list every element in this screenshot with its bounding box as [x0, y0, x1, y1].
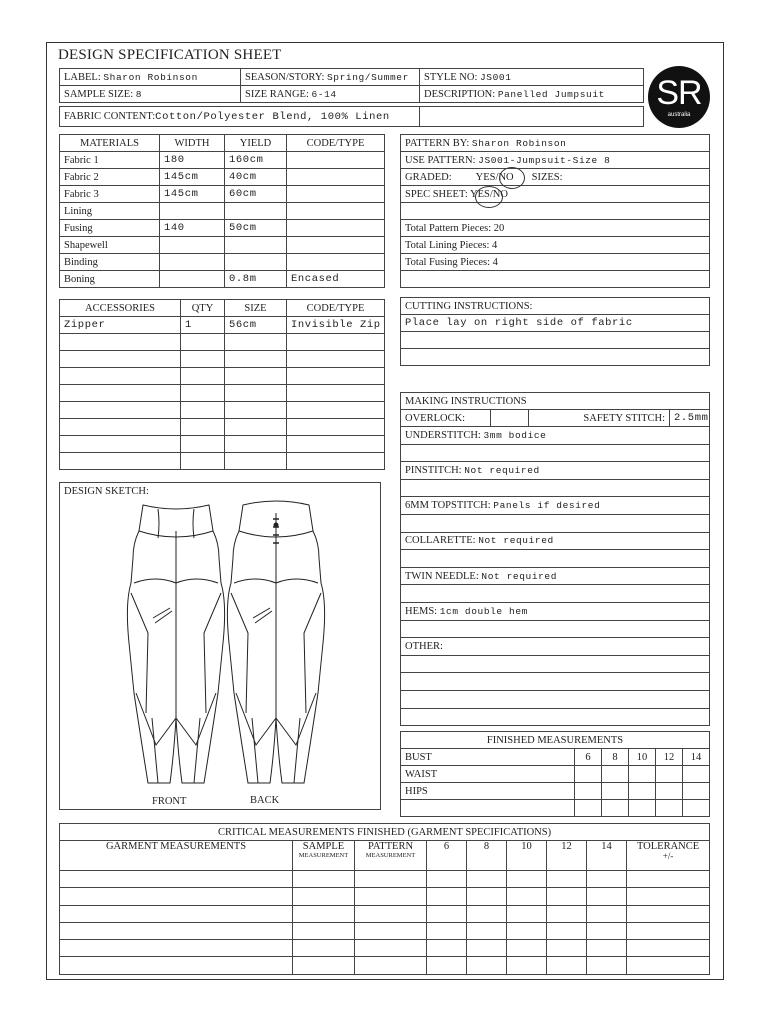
making-row: [401, 550, 710, 568]
critical-cell[interactable]: [293, 957, 355, 974]
header-table: [59, 68, 644, 103]
critical-cell[interactable]: [427, 940, 467, 957]
cutting-text[interactable]: Place lay on right side of fabric: [401, 315, 710, 332]
total-fusing-pieces[interactable]: Total Fusing Pieces: 4: [401, 254, 710, 271]
material-name[interactable]: Binding: [60, 254, 160, 271]
accessory-qty[interactable]: [181, 453, 225, 470]
critical-cell[interactable]: [60, 922, 293, 939]
acc-code-type-header: CODE/TYPE: [287, 300, 385, 317]
making-instruction-field[interactable]: [401, 620, 710, 638]
critical-cell[interactable]: [467, 940, 507, 957]
material-width[interactable]: [160, 237, 225, 254]
sample-size-field[interactable]: SAMPLE SIZE: 8: [60, 86, 241, 103]
finished-cell[interactable]: [575, 783, 602, 800]
width-header: WIDTH: [160, 135, 225, 152]
total-lining-pieces[interactable]: Total Lining Pieces: 4: [401, 237, 710, 254]
critical-cell[interactable]: [60, 957, 293, 974]
critical-cell[interactable]: [60, 888, 293, 905]
accessory-name[interactable]: [60, 402, 181, 419]
critical-cell[interactable]: [587, 940, 627, 957]
material-name[interactable]: Fabric 1: [60, 152, 160, 169]
graded-no-option[interactable]: NO: [498, 171, 514, 183]
critical-row: [60, 905, 710, 922]
accessories-header: ACCESSORIES: [60, 300, 181, 317]
accessory-name[interactable]: [60, 385, 181, 402]
critical-measurements-table: [59, 823, 710, 975]
graded-field[interactable]: GRADED: YES/NO SIZES:: [401, 169, 710, 186]
safety-stitch-label: SAFETY STITCH:: [529, 410, 670, 427]
critical-cell[interactable]: [547, 871, 587, 888]
zipper-pull-icon: [274, 523, 279, 528]
materials-row: [60, 186, 385, 203]
making-row: [401, 602, 710, 620]
accessory-code[interactable]: [287, 351, 385, 368]
making-instruction-label: COLLARETTE:: [405, 535, 479, 547]
accessory-name[interactable]: [60, 334, 181, 351]
critical-cell[interactable]: [427, 905, 467, 922]
accessory-qty[interactable]: [181, 351, 225, 368]
material-code[interactable]: Encased: [287, 271, 385, 288]
critical-cell[interactable]: [355, 888, 427, 905]
material-name[interactable]: Boning: [60, 271, 160, 288]
front-label: FRONT: [152, 796, 187, 807]
critical-cell[interactable]: [293, 888, 355, 905]
use-pattern-field[interactable]: USE PATTERN: JS001-Jumpsuit-Size 8: [401, 152, 710, 169]
spec-sheet-field[interactable]: SPEC SHEET: YES/NO: [401, 186, 710, 203]
making-row: [401, 638, 710, 656]
accessory-code[interactable]: [287, 402, 385, 419]
accessory-size[interactable]: [225, 419, 287, 436]
critical-cell[interactable]: [355, 905, 427, 922]
critical-cell[interactable]: [467, 871, 507, 888]
material-name[interactable]: Shapewell: [60, 237, 160, 254]
back-label: BACK: [250, 795, 280, 806]
accessory-row: [60, 334, 385, 351]
critical-cell[interactable]: [293, 871, 355, 888]
accessory-size[interactable]: [225, 368, 287, 385]
accessory-qty[interactable]: [181, 402, 225, 419]
accessory-qty[interactable]: 1: [181, 317, 225, 334]
critical-cell[interactable]: [427, 957, 467, 974]
critical-cell[interactable]: [467, 922, 507, 939]
yield-header: YIELD: [225, 135, 287, 152]
accessory-code[interactable]: [287, 419, 385, 436]
material-yield[interactable]: [225, 237, 287, 254]
accessory-size[interactable]: [225, 385, 287, 402]
accessory-row: [60, 402, 385, 419]
making-row: [401, 708, 710, 726]
critical-cell[interactable]: [60, 871, 293, 888]
critical-cell[interactable]: [467, 905, 507, 922]
season-field[interactable]: SEASON/STORY: Spring/Summer: [241, 69, 420, 86]
accessory-row: [60, 385, 385, 402]
materials-row: [60, 220, 385, 237]
material-width[interactable]: 145cm: [160, 186, 225, 203]
safety-stitch-value[interactable]: 2.5mm: [670, 410, 710, 427]
making-instruction-field[interactable]: [401, 514, 710, 532]
material-name[interactable]: Fabric 3: [60, 186, 160, 203]
making-instruction-field[interactable]: [401, 708, 710, 726]
finished-cell[interactable]: [602, 783, 629, 800]
making-row: [401, 673, 710, 691]
making-instruction-value: Not required: [464, 464, 540, 476]
critical-cell[interactable]: [293, 940, 355, 957]
materials-table: [59, 134, 385, 288]
material-yield[interactable]: 60cm: [225, 186, 287, 203]
making-row: [401, 655, 710, 673]
making-row: [401, 532, 710, 550]
critical-cell[interactable]: [547, 888, 587, 905]
critical-cell[interactable]: [427, 871, 467, 888]
critical-cell[interactable]: [587, 888, 627, 905]
brand-logo: [648, 66, 710, 128]
making-row: [401, 444, 710, 462]
total-pattern-pieces[interactable]: Total Pattern Pieces: 20: [401, 220, 710, 237]
accessory-size[interactable]: [225, 453, 287, 470]
accessory-code[interactable]: [287, 334, 385, 351]
sample-header: SAMPLE MEASUREMENT: [293, 841, 355, 871]
critical-cell[interactable]: [507, 871, 547, 888]
making-instruction-value: Panels if desired: [493, 500, 601, 512]
critical-cell[interactable]: [547, 940, 587, 957]
finished-row: [401, 766, 710, 783]
finished-cell[interactable]: [683, 766, 710, 783]
finished-cell[interactable]: [656, 783, 683, 800]
material-yield[interactable]: [225, 254, 287, 271]
making-instruction-field[interactable]: [401, 638, 710, 656]
making-instruction-field[interactable]: [401, 567, 710, 585]
finished-label[interactable]: [401, 800, 575, 817]
making-row: [401, 479, 710, 497]
pattern-blank-row[interactable]: [401, 271, 710, 288]
critical-cell[interactable]: [627, 905, 710, 922]
critical-cell[interactable]: [293, 922, 355, 939]
critical-cell[interactable]: [627, 940, 710, 957]
making-table: [400, 392, 710, 726]
size-6-header: 6: [427, 841, 467, 871]
making-instruction-field[interactable]: [401, 462, 710, 480]
material-width[interactable]: [160, 271, 225, 288]
accessory-qty[interactable]: [181, 368, 225, 385]
critical-cell[interactable]: [547, 905, 587, 922]
critical-cell[interactable]: [627, 957, 710, 974]
accessory-size[interactable]: [225, 334, 287, 351]
pattern-table: [400, 134, 710, 288]
making-instruction-field[interactable]: [401, 602, 710, 620]
graded-no-circle: [499, 167, 525, 189]
graded-yes-option[interactable]: YES: [475, 171, 496, 183]
accessory-code[interactable]: [287, 453, 385, 470]
critical-cell[interactable]: [293, 905, 355, 922]
tolerance-header: TOLERANCE +/-: [627, 841, 710, 871]
overlock-value[interactable]: [491, 410, 529, 427]
accessory-row: [60, 453, 385, 470]
design-sketch-heading: DESIGN SKETCH:: [64, 486, 149, 497]
making-row: [401, 620, 710, 638]
material-code[interactable]: [287, 152, 385, 169]
logo-initials: SR: [656, 74, 702, 112]
accessory-row: [60, 436, 385, 453]
finished-size-header[interactable]: 10: [629, 749, 656, 766]
style-no-field[interactable]: STYLE NO: JS001: [420, 69, 644, 86]
size-8-header: 8: [467, 841, 507, 871]
making-instruction-field[interactable]: [401, 479, 710, 497]
spec-yes-circle: [475, 186, 503, 208]
critical-row: [60, 871, 710, 888]
accessory-qty[interactable]: [181, 419, 225, 436]
critical-row: [60, 888, 710, 905]
finished-cell[interactable]: [629, 800, 656, 817]
accessory-qty[interactable]: [181, 385, 225, 402]
accessory-code[interactable]: [287, 368, 385, 385]
material-code[interactable]: [287, 237, 385, 254]
finished-size-header[interactable]: 12: [656, 749, 683, 766]
critical-row: [60, 957, 710, 974]
finished-row: [401, 800, 710, 817]
critical-cell[interactable]: [547, 922, 587, 939]
material-yield[interactable]: 40cm: [225, 169, 287, 186]
critical-cell[interactable]: [467, 888, 507, 905]
critical-cell[interactable]: [355, 957, 427, 974]
accessory-qty[interactable]: [181, 334, 225, 351]
making-instruction-field[interactable]: [401, 497, 710, 515]
making-row: [401, 462, 710, 480]
material-code[interactable]: [287, 203, 385, 220]
making-row: [401, 690, 710, 708]
accessory-code[interactable]: [287, 385, 385, 402]
finished-cell[interactable]: [656, 800, 683, 817]
accessory-name[interactable]: [60, 419, 181, 436]
making-instruction-field[interactable]: [401, 690, 710, 708]
materials-header: MATERIALS: [60, 135, 160, 152]
finished-size-header[interactable]: 8: [602, 749, 629, 766]
critical-cell[interactable]: [627, 871, 710, 888]
accessory-name[interactable]: [60, 368, 181, 385]
critical-cell[interactable]: [547, 957, 587, 974]
making-instruction-label: PINSTITCH:: [405, 464, 465, 476]
material-yield[interactable]: 160cm: [225, 152, 287, 169]
making-instruction-field[interactable]: [401, 673, 710, 691]
accessory-row: [60, 351, 385, 368]
critical-cell[interactable]: [355, 871, 427, 888]
material-width[interactable]: [160, 203, 225, 220]
critical-cell[interactable]: [507, 905, 547, 922]
finished-cell[interactable]: [575, 800, 602, 817]
design-sketch-panel: [59, 482, 381, 810]
pattern-header: PATTERN MEASUREMENT: [355, 841, 427, 871]
material-width[interactable]: 180: [160, 152, 225, 169]
accessory-row: [60, 419, 385, 436]
spec-no-option[interactable]: NO: [492, 188, 508, 200]
sheet-title: DESIGN SPECIFICATION SHEET: [58, 47, 282, 63]
material-width[interactable]: 145cm: [160, 169, 225, 186]
critical-cell[interactable]: [355, 940, 427, 957]
materials-row: [60, 237, 385, 254]
making-row: [401, 567, 710, 585]
making-instruction-field[interactable]: [401, 444, 710, 462]
critical-cell[interactable]: [627, 888, 710, 905]
garment-measurements-header: GARMENT MEASUREMENTS: [60, 841, 293, 871]
finished-cell[interactable]: [683, 783, 710, 800]
material-yield[interactable]: 50cm: [225, 220, 287, 237]
making-heading: MAKING INSTRUCTIONS: [401, 393, 710, 410]
finished-size-header[interactable]: 6: [575, 749, 602, 766]
accessories-table: [59, 299, 385, 470]
material-name[interactable]: Fusing: [60, 220, 160, 237]
making-instruction-value: 1cm double hem: [439, 605, 528, 617]
critical-cell[interactable]: [427, 922, 467, 939]
finished-cell[interactable]: [602, 800, 629, 817]
description-field[interactable]: DESCRIPTION: Panelled Jumpsuit: [420, 86, 644, 103]
size-10-header: 10: [507, 841, 547, 871]
pattern-blank-row[interactable]: [401, 203, 710, 220]
finished-cell[interactable]: [602, 766, 629, 783]
finished-cell[interactable]: [656, 766, 683, 783]
qty-header: QTY: [181, 300, 225, 317]
material-code[interactable]: [287, 254, 385, 271]
making-instruction-label: OTHER:: [405, 640, 443, 652]
material-width[interactable]: 140: [160, 220, 225, 237]
critical-cell[interactable]: [507, 940, 547, 957]
finished-row: [401, 783, 710, 800]
accessory-name[interactable]: [60, 436, 181, 453]
code-type-header: CODE/TYPE: [287, 135, 385, 152]
critical-cell[interactable]: [587, 871, 627, 888]
critical-cell[interactable]: [355, 922, 427, 939]
material-width[interactable]: [160, 254, 225, 271]
fabric-content-field[interactable]: FABRIC CONTENT:Cotton/Polyester Blend, 100% Linen: [60, 107, 420, 127]
materials-row: [60, 169, 385, 186]
making-instruction-value: 3mm bodice: [483, 429, 547, 441]
critical-cell[interactable]: [587, 922, 627, 939]
cutting-blank-row[interactable]: [401, 349, 710, 366]
accessory-code[interactable]: [287, 436, 385, 453]
finished-heading: FINISHED MEASUREMENTS: [401, 732, 710, 749]
making-instruction-field[interactable]: [401, 550, 710, 568]
material-code[interactable]: [287, 169, 385, 186]
making-instruction-label: 6MM TOPSTITCH:: [405, 500, 494, 512]
material-yield[interactable]: 0.8m: [225, 271, 287, 288]
making-instruction-value: Not required: [481, 570, 558, 582]
accessory-code[interactable]: Invisible Zip: [287, 317, 385, 334]
materials-row: [60, 203, 385, 220]
critical-cell[interactable]: [427, 888, 467, 905]
critical-cell[interactable]: [587, 957, 627, 974]
finished-sizes-row: [401, 749, 710, 766]
finished-measurements-table: [400, 731, 710, 817]
critical-cell[interactable]: [627, 922, 710, 939]
accessory-name[interactable]: [60, 351, 181, 368]
materials-row: [60, 152, 385, 169]
size-12-header: 12: [547, 841, 587, 871]
material-code[interactable]: [287, 220, 385, 237]
finished-size-header[interactable]: 14: [683, 749, 710, 766]
making-instruction-field[interactable]: [401, 585, 710, 603]
accessory-size[interactable]: [225, 436, 287, 453]
finished-label[interactable]: BUST: [401, 749, 575, 766]
accessory-row: [60, 317, 385, 334]
accessory-row: [60, 368, 385, 385]
pattern-by-field[interactable]: PATTERN BY: Sharon Robinson: [401, 135, 710, 152]
critical-row: [60, 922, 710, 939]
making-instruction-value: Not required: [478, 535, 554, 547]
accessory-qty[interactable]: [181, 436, 225, 453]
making-row: [401, 514, 710, 532]
size-header: SIZE: [225, 300, 287, 317]
size-14-header: 14: [587, 841, 627, 871]
cutting-heading: CUTTING INSTRUCTIONS:: [401, 298, 710, 315]
accessory-name[interactable]: Zipper: [60, 317, 181, 334]
making-instruction-field[interactable]: [401, 655, 710, 673]
making-instruction-label: HEMS:: [405, 605, 440, 617]
making-row: [401, 427, 710, 445]
fabric-content-extra[interactable]: [420, 107, 644, 127]
cutting-blank-row[interactable]: [401, 332, 710, 349]
critical-row: [60, 940, 710, 957]
finished-cell[interactable]: [683, 800, 710, 817]
critical-cell[interactable]: [507, 888, 547, 905]
accessory-name[interactable]: [60, 453, 181, 470]
accessory-size[interactable]: 56cm: [225, 317, 287, 334]
material-name[interactable]: Lining: [60, 203, 160, 220]
size-range-field[interactable]: SIZE RANGE: 6-14: [241, 86, 420, 103]
critical-cell[interactable]: [507, 957, 547, 974]
jumpsuit-sketch: [60, 483, 382, 811]
making-instruction-field[interactable]: [401, 532, 710, 550]
materials-row: [60, 271, 385, 288]
fabric-content-table: [59, 106, 644, 127]
logo-subtitle: australia: [667, 112, 691, 118]
label-field[interactable]: LABEL: Sharon Robinson: [60, 69, 241, 86]
finished-cell[interactable]: [629, 783, 656, 800]
materials-row: [60, 254, 385, 271]
finished-cell[interactable]: [629, 766, 656, 783]
making-row: [401, 497, 710, 515]
spec-yes-option[interactable]: YES: [470, 188, 490, 200]
making-row: [401, 585, 710, 603]
accessory-size[interactable]: [225, 351, 287, 368]
finished-label[interactable]: WAIST: [401, 766, 575, 783]
material-yield[interactable]: [225, 203, 287, 220]
critical-cell[interactable]: [60, 905, 293, 922]
critical-cell[interactable]: [467, 957, 507, 974]
material-name[interactable]: Fabric 2: [60, 169, 160, 186]
material-code[interactable]: [287, 186, 385, 203]
making-instruction-label: TWIN NEEDLE:: [405, 570, 482, 582]
critical-cell[interactable]: [587, 905, 627, 922]
accessory-size[interactable]: [225, 402, 287, 419]
finished-label[interactable]: HIPS: [401, 783, 575, 800]
overlock-label: OVERLOCK:: [401, 410, 491, 427]
critical-heading: CRITICAL MEASUREMENTS FINISHED (GARMENT SPECIFICATIONS): [60, 824, 710, 841]
finished-cell[interactable]: [575, 766, 602, 783]
cutting-table: [400, 297, 710, 366]
making-instruction-label: UNDERSTITCH:: [405, 429, 484, 441]
making-instruction-field[interactable]: [401, 427, 710, 445]
critical-cell[interactable]: [507, 922, 547, 939]
critical-cell[interactable]: [60, 940, 293, 957]
